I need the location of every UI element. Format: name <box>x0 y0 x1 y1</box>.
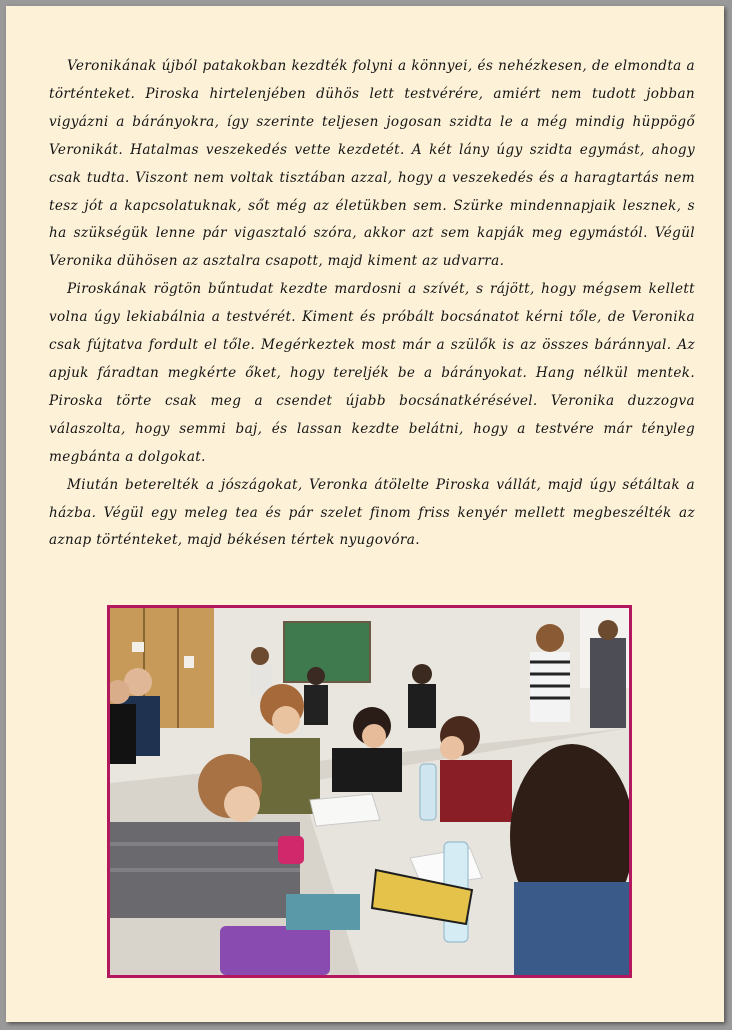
document-page <box>6 6 724 1022</box>
paragraph-1: Veronikának újból patakokban kezdték folyni a könnyei, és nehézkesen, de elmondta a történteket. Piroska hirtelenjében dühös lett testvérére, amiért nem tudott jobban vigyázni a bárányokra, így szerinte teljesen jogosan szidta le a még mindig hüppögő Veronikát. Hatalmas veszekedés vette kezdetét. A két lány úgy szidta egymást, ahogy csak tudta. Viszont nem voltak tisztában azzal, hogy a veszekedés és a haragtartás nem tesz jót a kapcsolatuknak, sőt még az életükben sem. Szürke mindennapjaik lesznek, s ha szükségük lenne pár vigasztaló szóra, akkor azt sem kapják meg egymástól. Végül Veronika dühösen az asztalra csapott, majd kiment az udvarra. <box>49 58 695 270</box>
chalkboard <box>284 622 370 682</box>
story-text <box>49 53 695 555</box>
classroom-photo-image <box>110 608 629 975</box>
paragraph-3: Miután beterelték a jószágokat, Veronka átölelte Piroska vállát, majd úgy sétáltak a házba. Végül egy meleg tea és pár szelet finom friss kenyér mellett megbeszélték az aznap történteket, majd békésen tértek nyugovóra. <box>49 476 695 549</box>
purple-pencil-case <box>220 926 330 975</box>
classroom-photo <box>107 605 632 978</box>
paragraph-2: Piroskának rögtön bűntudat kezdte mardosni a szívét, s rájött, hogy mégsem kellett volna úgy lekiabálnia a testvérét. Kiment és próbált bocsánatot kérni tőle, de Veronika csak fújtatva fordult el tőle. Megérkeztek most már a szülők is az összes báránnyal. Az apjuk fáradtan megkérte őket, hogy tereljék be a bárányokat. Hang nélkül mentek. Piroska törte csak meg a csendet újabb bocsánatkérésével. Veronika duzzogva válaszolta, hogy semmi baj, és lassan kezdte belátni, hogy a testvére már tényleg megbánta a dolgokat. <box>49 281 695 465</box>
